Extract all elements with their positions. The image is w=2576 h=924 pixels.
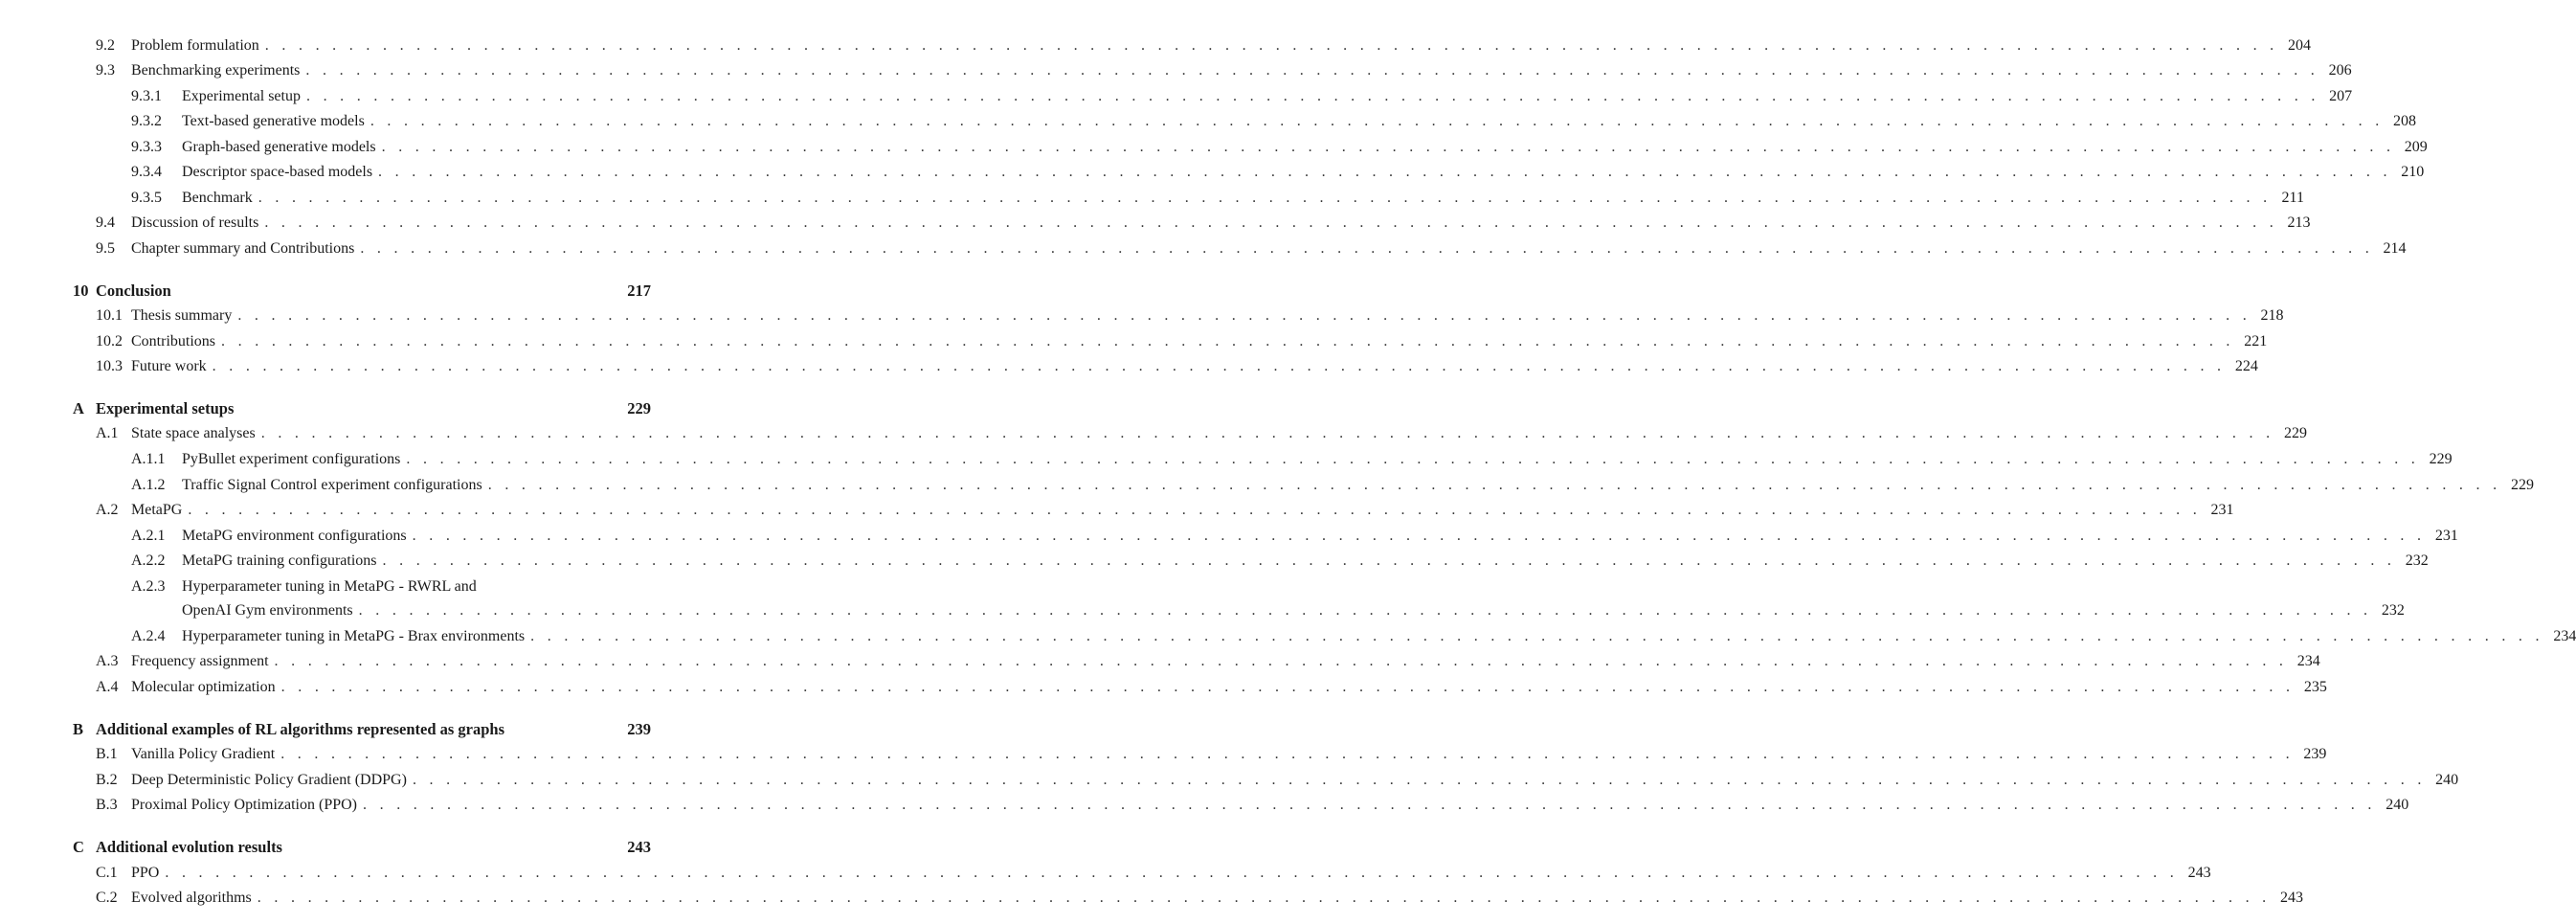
toc-leader-dots: . . . . . . . . . . . . . . . . . . . . . . . . . . . . . . . . . . . . . . . . . . . . . . . . . . . . . . . . . . . . . . . . . . . . . . . . . . . . . . . . . . . . . . . . . . . . . . . . . . . . . . . . . . . . . . . . . . . . . . . .	[358, 602, 2372, 619]
toc-entry-title: Chapter summary and Contributions	[131, 240, 355, 257]
toc-entry-title: Additional evolution results	[96, 838, 282, 856]
toc-leader-dots: . . . . . . . . . . . . . . . . . . . . . . . . . . . . . . . . . . . . . . . . . . . . . . . . . . . . . . . . . . . . . . . . . . . . . . . . . . . . . . . . . . . . . . . . . . . . . . . . . . . . . . . . . . . . . . . . . . . . . . . .	[280, 679, 2295, 695]
toc-page-number: 239	[2303, 746, 2327, 762]
toc-entry-number: B	[73, 720, 84, 738]
toc-page-number: 209	[2404, 139, 2428, 155]
toc-section-entry[interactable]	[96, 888, 2303, 909]
toc-leader-dots: . . . . . . . . . . . . . . . . . . . . . . . . . . . . . . . . . . . . . . . . . . . . . . . . . . . . . . . . . . . . . . . . . . . . . . . . . . . . . . . . . . . . . . . . . . . . . . . . . . . . . . . . . . . . . . . . . . . . . . . .	[258, 190, 2272, 206]
toc-entry-number: 10.2	[96, 333, 123, 349]
toc-page-number: 208	[2393, 113, 2417, 129]
toc-leader-dots: . . . . . . . . . . . . . . . . . . . . . . . . . . . . . . . . . . . . . . . . . . . . . . . . . . . . . . . . . . . . . . . . . . . . . . . . . . . . . . . . . . . . . . . . . . . . . . . . . . . . . . . . . . . . . . . . . . . . . . . .	[412, 772, 2427, 788]
toc-section-entry[interactable]	[96, 500, 2234, 521]
toc-page-number: 231	[2434, 528, 2458, 544]
toc-entry-title: Descriptor space-based models	[182, 164, 373, 180]
toc-page-number: 229	[2429, 451, 2453, 467]
toc-entry-number: 10	[73, 282, 89, 300]
toc-section-entry[interactable]	[131, 188, 2304, 209]
toc-section-entry[interactable]	[131, 86, 2353, 107]
toc-section-entry[interactable]	[96, 423, 2307, 444]
toc-entry-title: Proximal Policy Optimization (PPO)	[131, 797, 357, 813]
toc-entry-number: 9.3.5	[131, 190, 162, 206]
toc-section-entry[interactable]	[131, 576, 651, 597]
toc-page-number: 243	[2187, 865, 2211, 881]
toc-entry-title: Graph-based generative models	[182, 139, 376, 155]
toc-section-entry[interactable]	[131, 111, 2417, 132]
toc-page-number: 224	[2234, 358, 2258, 374]
toc-entry-title: Experimental setup	[182, 88, 301, 104]
toc-entry-title: Hyperparameter tuning in MetaPG - Brax environments	[182, 628, 526, 644]
toc-section-entry[interactable]	[96, 60, 2352, 81]
toc-entry-number: A.2.2	[131, 552, 166, 569]
toc-section-entry[interactable]	[131, 551, 2429, 572]
toc-section-entry[interactable]	[131, 600, 2405, 621]
toc-entry-number: A.1.2	[131, 477, 166, 493]
toc-leader-dots: . . . . . . . . . . . . . . . . . . . . . . . . . . . . . . . . . . . . . . . . . . . . . . . . . . . . . . . . . . . . . . . . . . . . . . . . . . . . . . . . . . . . . . . . . . . . . . . . . . . . . . . . . . . . . . . . . . . . . . . .	[305, 88, 2320, 104]
toc-leader-dots: . . . . . . . . . . . . . . . . . . . . . . . . . . . . . . . . . . . . . . . . . . . . . . . . . . . . . . . . . . . . . . . . . . . . . . . . . . . . . . . . . . . . . . . . . . . . . . . . . . . . . . . . . . . . . . . . . . . . . . . .	[221, 333, 2235, 349]
toc-entry-title: PPO	[131, 865, 160, 881]
toc-page-number: 210	[2401, 164, 2425, 180]
toc-entry-title: Discussion of results	[131, 214, 259, 231]
toc-page-number: 239	[627, 720, 651, 738]
toc-entry-number: A.2.1	[131, 528, 166, 544]
toc-chapter-entry[interactable]	[73, 719, 651, 740]
toc-entry-number: A.4	[96, 679, 119, 695]
toc-section-entry[interactable]	[131, 626, 2576, 647]
toc-section-entry[interactable]	[96, 35, 2311, 56]
toc-section-entry[interactable]	[96, 795, 2409, 816]
toc-entry-number: B.1	[96, 746, 118, 762]
toc-section-entry[interactable]	[96, 863, 2211, 884]
toc-entry-number: 9.3.4	[131, 164, 162, 180]
toc-section-entry[interactable]	[96, 238, 2407, 259]
toc-entry-title: Molecular optimization	[131, 679, 276, 695]
toc-entry-number: C.2	[96, 890, 118, 906]
toc-chapter-entry[interactable]	[73, 281, 651, 302]
toc-section-entry[interactable]	[96, 677, 2327, 698]
toc-entry-title: Deep Deterministic Policy Gradient (DDPG)	[131, 772, 407, 788]
toc-entry-number: C.1	[96, 865, 118, 881]
toc-entry-title: Thesis summary	[131, 307, 233, 324]
toc-leader-dots: . . . . . . . . . . . . . . . . . . . . . . . . . . . . . . . . . . . . . . . . . . . . . . . . . . . . . . . . . . . . . . . . . . . . . . . . . . . . . . . . . . . . . . . . . . . . . . . . . . . . . . . . . . . . . . . . . . . . . . . .	[406, 451, 2420, 467]
toc-entry-number: 9.3	[96, 62, 115, 79]
toc-leader-dots: . . . . . . . . . . . . . . . . . . . . . . . . . . . . . . . . . . . . . . . . . . . . . . . . . . . . . . . . . . . . . . . . . . . . . . . . . . . . . . . . . . . . . . . . . . . . . . . . . . . . . . . . . . . . . . . . . . . . . . . .	[360, 240, 2374, 257]
toc-section-entry[interactable]	[131, 162, 2425, 183]
toc-section-entry[interactable]	[96, 331, 2268, 352]
toc-section-entry[interactable]	[96, 651, 2320, 672]
toc-entry-title: Benchmarking experiments	[131, 62, 301, 79]
toc-entry-number: 9.3.3	[131, 139, 162, 155]
toc-entry-title: MetaPG	[131, 502, 183, 518]
toc-section-entry[interactable]	[131, 475, 2534, 496]
toc-entry-number: C	[73, 838, 84, 856]
toc-section-entry[interactable]	[96, 356, 2258, 377]
toc-entry-title: Experimental setups	[96, 399, 235, 417]
toc-page-number: 240	[2435, 772, 2459, 788]
toc-entry-title: Conclusion	[96, 282, 171, 300]
toc-entry-title: OpenAI Gym environments	[182, 602, 353, 619]
toc-leader-dots: . . . . . . . . . . . . . . . . . . . . . . . . . . . . . . . . . . . . . . . . . . . . . . . . . . . . . . . . . . . . . . . . . . . . . . . . . . . . . . . . . . . . . . . . . . . . . . . . . . . . . . . . . . . . . . . . . . . . . . . .	[264, 214, 2278, 231]
toc-leader-dots: . . . . . . . . . . . . . . . . . . . . . . . . . . . . . . . . . . . . . . . . . . . . . . . . . . . . . . . . . . . . . . . . . . . . . . . . . . . . . . . . . . . . . . . . . . . . . . . . . . . . . . . . . . . . . . . . . . . . . . . .	[237, 307, 2251, 324]
toc-entry-title: MetaPG environment configurations	[182, 528, 407, 544]
toc-entry-number: A.2	[96, 502, 119, 518]
toc-entry-number: 9.3.2	[131, 113, 162, 129]
toc-leader-dots: . . . . . . . . . . . . . . . . . . . . . . . . . . . . . . . . . . . . . . . . . . . . . . . . . . . . . . . . . . . . . . . . . . . . . . . . . . . . . . . . . . . . . . . . . . . . . . . . . . . . . . . . . . . . . . . . . . . . . . . .	[305, 62, 2319, 79]
toc-page-number: 229	[2510, 477, 2534, 493]
toc-entry-title: Future work	[131, 358, 207, 374]
toc-entry-title: Additional examples of RL algorithms represented as graphs	[96, 720, 505, 738]
toc-entry-number: A	[73, 399, 84, 417]
toc-section-entry[interactable]	[131, 449, 2453, 470]
toc-section-entry[interactable]	[131, 137, 2428, 158]
toc-entry-number: 9.4	[96, 214, 115, 231]
toc-entry-number: A.3	[96, 653, 119, 669]
toc-leader-dots: . . . . . . . . . . . . . . . . . . . . . . . . . . . . . . . . . . . . . . . . . . . . . . . . . . . . . . . . . . . . . . . . . . . . . . . . . . . . . . . . . . . . . . . . . . . . . . . . . . . . . . . . . . . . . . . . . . . . . . . .	[378, 164, 2392, 180]
toc-entry-number: A.1	[96, 425, 119, 441]
toc-leader-dots: . . . . . . . . . . . . . . . . . . . . . . . . . . . . . . . . . . . . . . . . . . . . . . . . . . . . . . . . . . . . . . . . . . . . . . . . . . . . . . . . . . . . . . . . . . . . . . . . . . . . . . . . . . . . . . . . . . . . . . . .	[165, 865, 2179, 881]
toc-section-entry[interactable]	[96, 744, 2327, 765]
toc-leader-dots: . . . . . . . . . . . . . . . . . . . . . . . . . . . . . . . . . . . . . . . . . . . . . . . . . . . . . . . . . . . . . . . . . . . . . . . . . . . . . . . . . . . . . . . . . . . . . . . . . . . . . . . . . . . . . . . . . . . . . . . .	[530, 628, 2544, 644]
toc-entry-number: 10.3	[96, 358, 123, 374]
toc-page-number: 211	[2281, 190, 2304, 206]
toc-entry-number: 9.2	[96, 37, 115, 54]
toc-section-entry[interactable]	[96, 770, 2459, 791]
toc-page-number: 235	[2303, 679, 2327, 695]
toc-leader-dots: . . . . . . . . . . . . . . . . . . . . . . . . . . . . . . . . . . . . . . . . . . . . . . . . . . . . . . . . . . . . . . . . . . . . . . . . . . . . . . . . . . . . . . . . . . . . . . . . . . . . . . . . . . . . . . . . . . . . . . . .	[381, 139, 2395, 155]
toc-entry-title: Frequency assignment	[131, 653, 269, 669]
toc-leader-dots: . . . . . . . . . . . . . . . . . . . . . . . . . . . . . . . . . . . . . . . . . . . . . . . . . . . . . . . . . . . . . . . . . . . . . . . . . . . . . . . . . . . . . . . . . . . . . . . . . . . . . . . . . . . . . . . . . . . . . . . .	[412, 528, 2426, 544]
toc-entry-title: Vanilla Policy Gradient	[131, 746, 276, 762]
toc-page-number: 218	[2260, 307, 2284, 324]
toc-entry-number: A.1.1	[131, 451, 166, 467]
toc-entry-title: PyBullet experiment configurations	[182, 451, 401, 467]
toc-section-entry[interactable]	[131, 526, 2458, 547]
toc-entry-title: Contributions	[131, 333, 216, 349]
toc-page-number: 232	[2405, 552, 2429, 569]
toc-page-number: 234	[2296, 653, 2320, 669]
toc-chapter-entry[interactable]	[73, 837, 651, 858]
toc-page-number: 229	[627, 399, 651, 417]
toc-page-number: 243	[2279, 890, 2303, 906]
toc-entry-title: State space analyses	[131, 425, 256, 441]
toc-leader-dots: . . . . . . . . . . . . . . . . . . . . . . . . . . . . . . . . . . . . . . . . . . . . . . . . . . . . . . . . . . . . . . . . . . . . . . . . . . . . . . . . . . . . . . . . . . . . . . . . . . . . . . . . . . . . . . . . . . . . . . . .	[257, 890, 2271, 906]
toc-page-number: 213	[2287, 214, 2311, 231]
toc-leader-dots: . . . . . . . . . . . . . . . . . . . . . . . . . . . . . . . . . . . . . . . . . . . . . . . . . . . . . . . . . . . . . . . . . . . . . . . . . . . . . . . . . . . . . . . . . . . . . . . . . . . . . . . . . . . . . . . . . . . . . . . .	[260, 425, 2274, 441]
toc-entry-title: MetaPG training configurations	[182, 552, 377, 569]
toc-leader-dots: . . . . . . . . . . . . . . . . . . . . . . . . . . . . . . . . . . . . . . . . . . . . . . . . . . . . . . . . . . . . . . . . . . . . . . . . . . . . . . . . . . . . . . . . . . . . . . . . . . . . . . . . . . . . . . . . . . . . . . . .	[382, 552, 2396, 569]
toc-page-number: 234	[2553, 628, 2576, 644]
toc-entry-title: Traffic Signal Control experiment configurations	[182, 477, 482, 493]
toc-entry-title: Text-based generative models	[182, 113, 365, 129]
toc-page-number: 214	[2383, 240, 2407, 257]
toc-leader-dots: . . . . . . . . . . . . . . . . . . . . . . . . . . . . . . . . . . . . . . . . . . . . . . . . . . . . . . . . . . . . . . . . . . . . . . . . . . . . . . . . . . . . . . . . . . . . . . . . . . . . . . . . . . . . . . . . . . . . . . . .	[188, 502, 2202, 518]
toc-section-entry[interactable]	[96, 213, 2311, 234]
toc-entry-title: Problem formulation	[131, 37, 259, 54]
toc-page-number: 206	[2328, 62, 2352, 79]
toc-chapter-entry[interactable]	[73, 398, 651, 419]
toc-entry-title: Benchmark	[182, 190, 253, 206]
toc-entry-title: Hyperparameter tuning in MetaPG - RWRL and	[182, 578, 477, 595]
toc-page-number: 217	[627, 282, 651, 300]
toc-page-number: 232	[2381, 602, 2405, 619]
toc-leader-dots: . . . . . . . . . . . . . . . . . . . . . . . . . . . . . . . . . . . . . . . . . . . . . . . . . . . . . . . . . . . . . . . . . . . . . . . . . . . . . . . . . . . . . . . . . . . . . . . . . . . . . . . . . . . . . . . . . . . . . . . .	[212, 358, 2226, 374]
toc-entry-number: A.2.4	[131, 628, 166, 644]
toc-page-number: 207	[2329, 88, 2353, 104]
toc-leader-dots: . . . . . . . . . . . . . . . . . . . . . . . . . . . . . . . . . . . . . . . . . . . . . . . . . . . . . . . . . . . . . . . . . . . . . . . . . . . . . . . . . . . . . . . . . . . . . . . . . . . . . . . . . . . . . . . . . . . . . . . .	[264, 37, 2278, 54]
toc-leader-dots: . . . . . . . . . . . . . . . . . . . . . . . . . . . . . . . . . . . . . . . . . . . . . . . . . . . . . . . . . . . . . . . . . . . . . . . . . . . . . . . . . . . . . . . . . . . . . . . . . . . . . . . . . . . . . . . . . . . . . . . .	[487, 477, 2501, 493]
toc-entry-number: 9.3.1	[131, 88, 162, 104]
toc-leader-dots: . . . . . . . . . . . . . . . . . . . . . . . . . . . . . . . . . . . . . . . . . . . . . . . . . . . . . . . . . . . . . . . . . . . . . . . . . . . . . . . . . . . . . . . . . . . . . . . . . . . . . . . . . . . . . . . . . . . . . . . .	[370, 113, 2385, 129]
toc-entry-number: 10.1	[96, 307, 123, 324]
toc-page-number: 221	[2244, 333, 2268, 349]
toc-entry-number: B.3	[96, 797, 118, 813]
toc-leader-dots: . . . . . . . . . . . . . . . . . . . . . . . . . . . . . . . . . . . . . . . . . . . . . . . . . . . . . . . . . . . . . . . . . . . . . . . . . . . . . . . . . . . . . . . . . . . . . . . . . . . . . . . . . . . . . . . . . . . . . . . .	[274, 653, 2288, 669]
toc-entry-number: 9.5	[96, 240, 115, 257]
toc-leader-dots: . . . . . . . . . . . . . . . . . . . . . . . . . . . . . . . . . . . . . . . . . . . . . . . . . . . . . . . . . . . . . . . . . . . . . . . . . . . . . . . . . . . . . . . . . . . . . . . . . . . . . . . . . . . . . . . . . . . . . . . .	[280, 746, 2295, 762]
toc-page-number: 204	[2287, 37, 2311, 54]
toc-entry-number: B.2	[96, 772, 118, 788]
toc-page-number: 229	[2283, 425, 2307, 441]
toc-entry-title: Evolved algorithms	[131, 890, 252, 906]
toc-leader-dots: . . . . . . . . . . . . . . . . . . . . . . . . . . . . . . . . . . . . . . . . . . . . . . . . . . . . . . . . . . . . . . . . . . . . . . . . . . . . . . . . . . . . . . . . . . . . . . . . . . . . . . . . . . . . . . . . . . . . . . . .	[363, 797, 2377, 813]
toc-page-number: 240	[2386, 797, 2409, 813]
toc-section-entry[interactable]	[96, 305, 2284, 327]
toc-page-number: 231	[2210, 502, 2234, 518]
toc-entry-number: A.2.3	[131, 578, 166, 595]
toc-page-number: 243	[627, 838, 651, 856]
